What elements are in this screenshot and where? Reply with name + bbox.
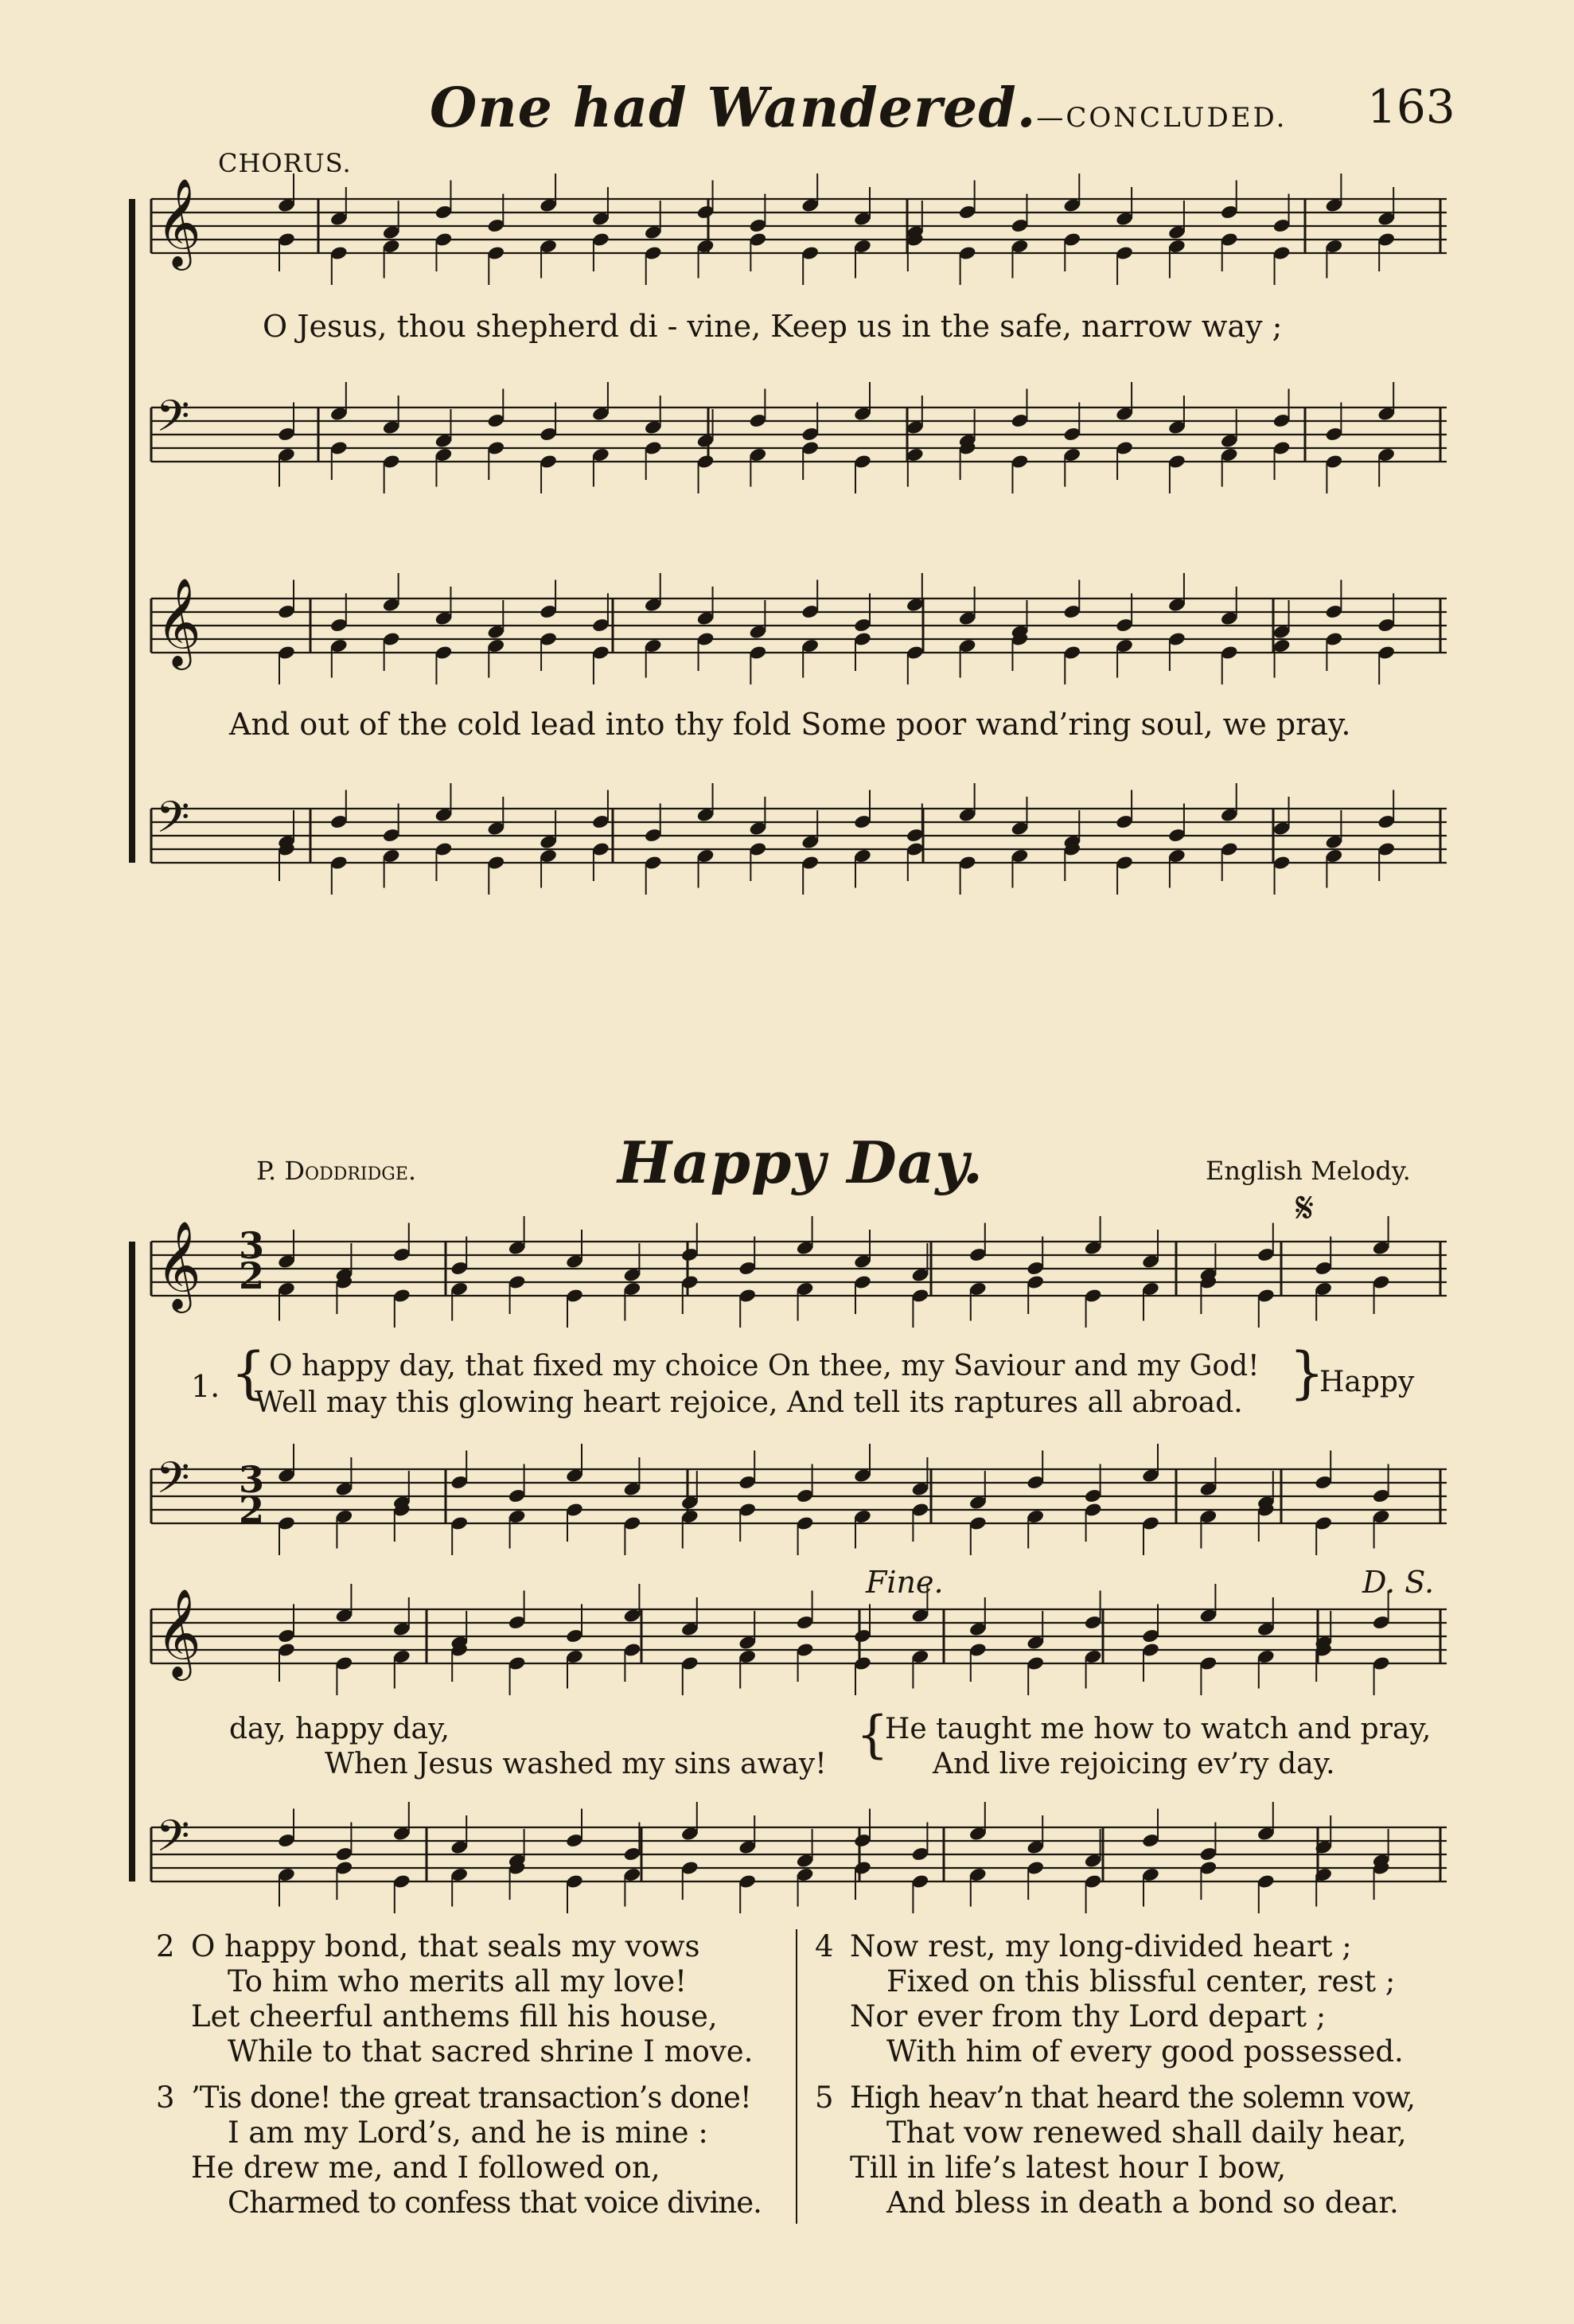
verse-4: 4 Now rest, my long-divided heart ; Fixed on this blissful center, rest ; Nor ever from thy Lord depart ; With him of every good possessed.: [815, 1929, 1404, 2069]
lyric-happy: Happy: [1319, 1366, 1415, 1398]
page-number: 163: [1367, 80, 1455, 134]
treble-clef-icon: 𝄞: [156, 1220, 201, 1309]
verses-left-column: [156, 1929, 793, 2227]
concluded-label: —CONCLUDED.: [1036, 102, 1288, 134]
segno-icon: 𝄋: [1295, 1183, 1315, 1233]
hymn-title-happy-day: Happy Day.: [618, 1129, 984, 1196]
verse-number-1: 1.: [191, 1369, 220, 1404]
verse-2: 2 O happy bond, that seals my vows To him who merits all my love! Let cheerful anthems fill his house, While to that sacred shrine I move.: [156, 1929, 754, 2069]
lyric-2d: And live rejoicing ev’ry day.: [933, 1748, 1335, 1780]
treble-clef-icon: 𝄞: [156, 577, 201, 666]
time-signature-bass: 3 2: [239, 1458, 265, 1531]
bass-clef-icon: 𝄢: [156, 1811, 190, 1872]
middle-brace: {: [856, 1706, 889, 1764]
verses-right-column: [815, 1929, 1515, 2227]
hymn-title-one-had-wandered: One had Wandered.: [430, 76, 1037, 140]
lyric-2c: He taught me how to watch and pray,: [885, 1713, 1432, 1745]
bass-clef-icon: 𝄢: [156, 391, 190, 452]
lyric-line-1: O Jesus, thou shepherd di - vine, Keep us in the safe, narrow way ;: [263, 309, 1283, 344]
time-signature-treble: 3 2: [239, 1224, 265, 1297]
bass-clef-icon: 𝄢: [156, 792, 190, 853]
right-brace: }: [1289, 1340, 1325, 1406]
ds-marking: D. S.: [1362, 1565, 1435, 1600]
bass-clef-icon: 𝄢: [156, 1452, 190, 1514]
lyric-2a: day, happy day,: [229, 1713, 450, 1745]
lyric-1a: O happy day, that fixed my choice On thee, my Saviour and my God!: [269, 1350, 1260, 1382]
fine-marking: Fine.: [866, 1565, 944, 1600]
author-credit: P. Doddridge.: [256, 1156, 417, 1186]
lyric-line-2: And out of the cold lead into thy fold Some poor wand’ring soul, we pray.: [229, 707, 1351, 742]
verse-3: 3 ’Tis done! the great transaction’s done! I am my Lord’s, and he is mine : He drew me, and I followed on, Charmed to confess that voice divine.: [156, 2080, 762, 2220]
staff-lines: [151, 199, 1447, 1881]
column-divider: [796, 1929, 797, 2224]
chorus-label: CHORUS.: [218, 148, 352, 178]
treble-clef-icon: 𝄞: [156, 177, 201, 267]
lyric-1b: Well may this glowing heart rejoice, And tell its raptures all abroad.: [255, 1386, 1243, 1419]
clefs: [156, 177, 201, 1872]
bar-lines: [132, 199, 1440, 1881]
tune-credit: English Melody.: [1206, 1156, 1411, 1186]
verse-5: 5 High heav’n that heard the solemn vow, That vow renewed shall daily hear, Till in life’s latest hour I bow, And bless in death a bond so dear.: [815, 2080, 1415, 2220]
left-brace: {: [231, 1340, 267, 1406]
lyric-2b: When Jesus washed my sins away!: [325, 1748, 827, 1780]
treble-clef-icon: 𝄞: [156, 1588, 201, 1677]
